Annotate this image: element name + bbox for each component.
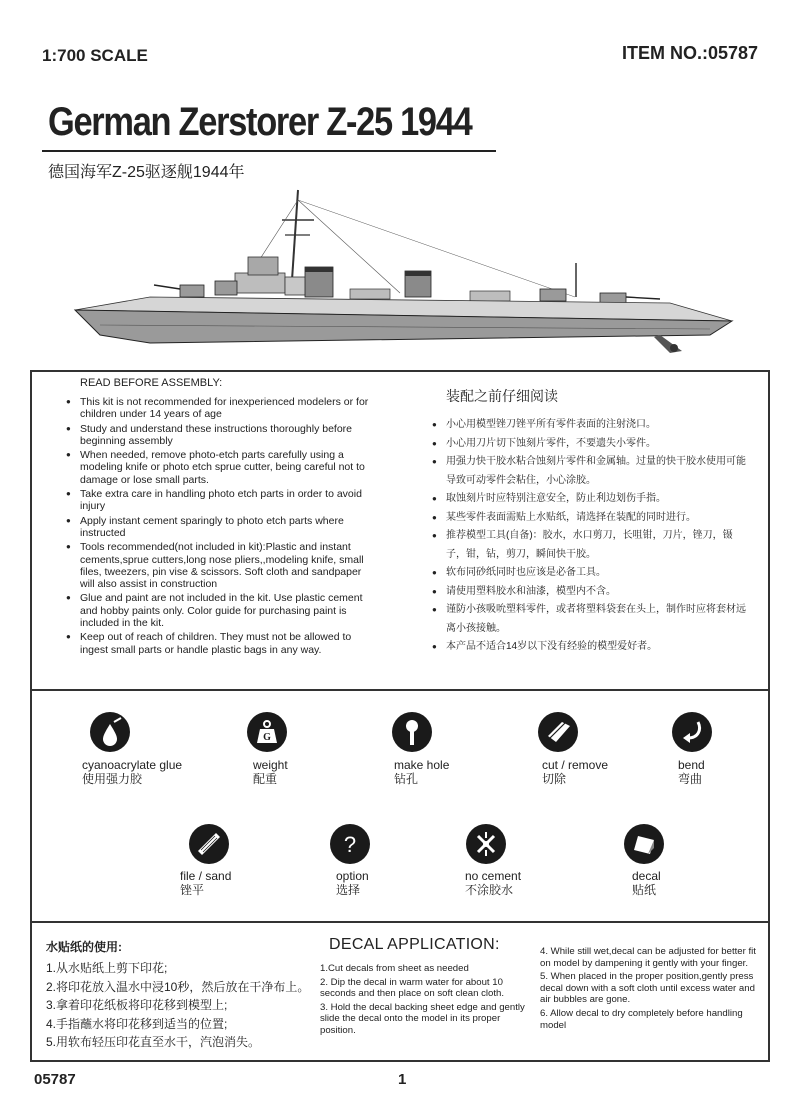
section-divider: [30, 370, 32, 1062]
decal-heading-cn: 水贴纸的使用:: [46, 940, 122, 954]
title-underline: [42, 150, 496, 152]
weight-icon: [247, 712, 287, 752]
assembly-warning-list-cn: [432, 416, 752, 657]
list-item: ● 小心用模型锉刀锉平所有零件表面的注射浇口。: [432, 416, 752, 435]
list-item: 4. While still wet,decal can be adjusted for better fit on model by dampening it gently with your finger.: [540, 946, 756, 969]
list-item: 3. Hold the decal backing sheet edge and gently slide the decal onto the model in its proper position.: [320, 1001, 525, 1036]
symbol-label-cut: cut / remove 切除: [542, 758, 609, 786]
section-divider: [30, 370, 770, 372]
section-divider: [30, 921, 770, 923]
decal-icon: [624, 824, 664, 864]
svg-text:G: G: [263, 732, 271, 743]
page-number: 1: [398, 1071, 407, 1088]
list-item: 6. Allow decal to dry completely before handling model: [540, 1007, 743, 1031]
list-item: ● 请使用塑料胶水和油漆，模型内不含。: [432, 583, 752, 602]
drill-icon: [392, 712, 432, 752]
no-cement-icon: [466, 824, 506, 864]
footer-item-number: 05787: [34, 1071, 76, 1088]
page-title: German Zerstorer Z-25 1944: [48, 100, 472, 144]
list-item: ● Take extra care in handling photo etch parts in order to avoid injury: [62, 488, 372, 513]
list-item: ● 用强力快干胶水粘合蚀刻片零件和金属轴。过量的快干胶水使用可能导致可动零件会粘住，小心涂胶。: [432, 453, 752, 490]
list-item: ● Glue and paint are not included in the kit. Use plastic cement and hobby paints only. Color guide for purchasing paint is included in the kit.: [62, 592, 372, 629]
scale-label: 1:700 SCALE: [42, 46, 148, 65]
list-item: ● 取蚀刻片时应特别注意安全，防止利边划伤手指。: [432, 490, 752, 509]
symbol-label-make-hole: make hole 钻孔: [394, 758, 450, 786]
decal-steps-right: [540, 946, 765, 1033]
question-icon: [330, 824, 370, 864]
decal-steps-cn: [46, 959, 309, 1052]
list-item: 3.拿着印花纸板将印花移到模型上;: [46, 998, 228, 1012]
list-item: 1.从水贴纸上剪下印花;: [46, 961, 168, 975]
symbol-label-bend: bend 弯曲: [678, 758, 705, 786]
symbol-label-decal: decal 贴纸: [632, 869, 661, 897]
list-item: 2. Dip the decal in warm water for about 10 seconds and then place on soft clean cloth.: [320, 976, 505, 1000]
list-item: ● Keep out of reach of children. They must not be allowed to ingest small parts or handle plastic bags in any way.: [62, 631, 372, 656]
item-number: ITEM NO.:05787: [621, 43, 758, 63]
list-item: ● 某些零件表面需贴上水贴纸，请选择在装配的同时进行。: [432, 509, 752, 528]
assembly-warning-list: [62, 396, 372, 658]
list-item: ● 软布同砂纸同时也应该是必备工具。: [432, 564, 752, 583]
list-item: ● 小心用刀片切下蚀刻片零件，不要遗失小零件。: [432, 435, 752, 454]
assembly-warning-heading: READ BEFORE ASSEMBLY:: [80, 377, 223, 389]
page-subtitle-cn: 德国海军Z-25驱逐舰1944年: [48, 164, 245, 181]
bend-arrow-icon: [672, 712, 712, 752]
list-item: ● This kit is not recommended for inexperienced modelers or for children under 14 years of age: [62, 396, 372, 421]
list-item: ● 推荐模型工具(自备)：胶水，水口剪刀，长咀钳，刀片，锉刀，镊子，钳，钻，剪刀，瞬间快干胶。: [432, 527, 752, 564]
section-divider: [768, 370, 770, 1062]
file-icon: [189, 824, 229, 864]
svg-text:?: ?: [343, 832, 357, 857]
list-item: 2.将印花放入温水中浸10秒，然后放在干净布上。: [46, 979, 310, 994]
list-item: 4.手指蘸水将印花移到适当的位置;: [46, 1016, 228, 1031]
list-item: ● Apply instant cement sparingly to photo etch parts where instructed: [62, 515, 372, 540]
list-item: 1.Cut decals from sheet as needed: [320, 963, 469, 974]
section-divider: [30, 1060, 770, 1062]
list-item: ● When needed, remove photo-etch parts carefully using a modeling knife or photo etch sprue cutter, being careful not to damage or lose small parts.: [62, 449, 372, 486]
symbol-label-glue: cyanoacrylate glue 使用强力胶: [82, 758, 183, 786]
list-item: ● 本产品不适合14岁以下没有经验的模型爱好者。: [432, 638, 752, 657]
glue-drop-icon: [90, 712, 130, 752]
list-item: 5. When placed in the proper position,gently press decal down with a soft cloth until excess water and air bubbles are gone.: [540, 971, 755, 1006]
section-divider: [30, 689, 770, 691]
assembly-warning-heading-cn: 装配之前仔细阅读: [446, 388, 558, 404]
symbol-label-file: file / sand 锉平: [180, 869, 232, 897]
list-item: ● 谨防小孩吸吮塑料零件，或者将塑料袋套在头上，制作时应将套材远离小孩接触。: [432, 601, 752, 638]
symbol-label-no-cement: no cement 不涂胶水: [465, 869, 522, 897]
list-item: ● Tools recommended(not included in kit):Plastic and instant cements,sprue cutters,long nose pliers,,modeling knife, small files, tweezers, pin vise & scissors. Soft cloth and sandpaper will also assist in construction: [62, 541, 372, 590]
ship-illustration: [70, 185, 740, 370]
symbol-label-option: option 选择: [336, 869, 369, 897]
symbol-label-weight: weight 配重: [253, 758, 288, 786]
decal-heading: DECAL APPLICATION:: [329, 936, 500, 953]
list-item: ● Study and understand these instructions thoroughly before beginning assembly: [62, 423, 372, 448]
cut-icon: [538, 712, 578, 752]
decal-steps-left: [320, 963, 535, 1039]
list-item: 5.用软布轻压印花直至水干，汽泡消失。: [46, 1035, 261, 1049]
